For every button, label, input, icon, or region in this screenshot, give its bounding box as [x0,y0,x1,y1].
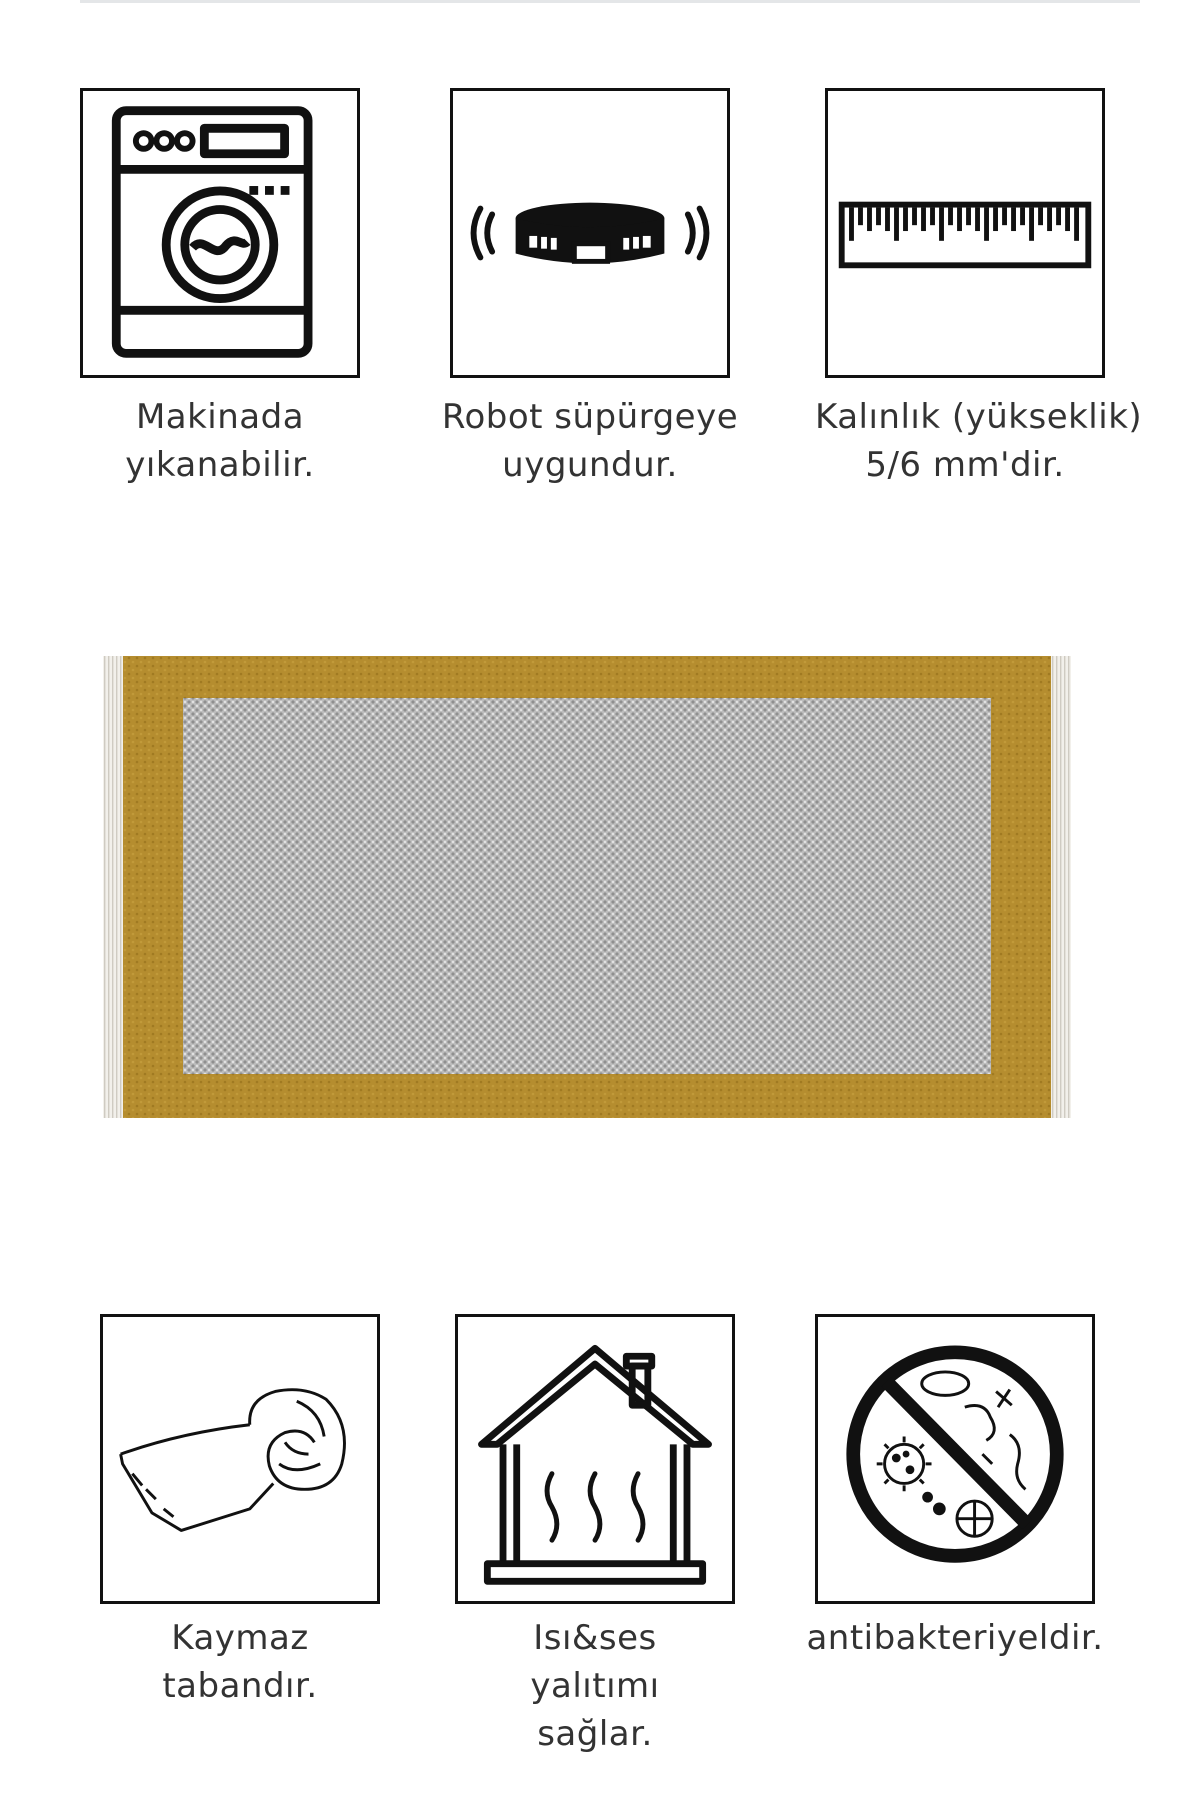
ruler-icon [825,88,1105,378]
caption-line: yıkanabilir. [125,445,315,485]
feature-caption [90,1614,390,1710]
feature-caption [445,1614,745,1758]
feature-caption [815,393,1143,489]
feature-caption [440,393,740,489]
rug-fringe-right [1049,656,1071,1118]
caption-line: yalıtımı [530,1666,660,1706]
caption-line: sağlar. [537,1714,653,1754]
feature-caption [805,1614,1105,1662]
rug-fringe-left [103,656,125,1118]
robot-vacuum-icon [450,88,730,378]
caption-line: Makinada [135,397,305,437]
caption-line: Isı&ses [533,1618,657,1658]
caption-line: Kalınlık (yükseklik) [815,397,1143,437]
rolled-rug-icon [100,1314,380,1604]
washing-machine-icon [80,88,360,378]
caption-line: Kaymaz [171,1618,309,1658]
no-bacteria-icon [815,1314,1095,1604]
caption-line: tabandır. [162,1666,318,1706]
caption-line: 5/6 mm'dir. [865,445,1065,485]
caption-line: Robot süpürgeye [441,397,739,437]
caption-line: antibakteriyeldir. [806,1618,1104,1658]
feature-caption [70,393,370,489]
rug-image [103,656,1071,1118]
rug-field [183,698,991,1074]
top-divider [80,0,1140,3]
caption-line: uygundur. [502,445,678,485]
house-heat-icon [455,1314,735,1604]
